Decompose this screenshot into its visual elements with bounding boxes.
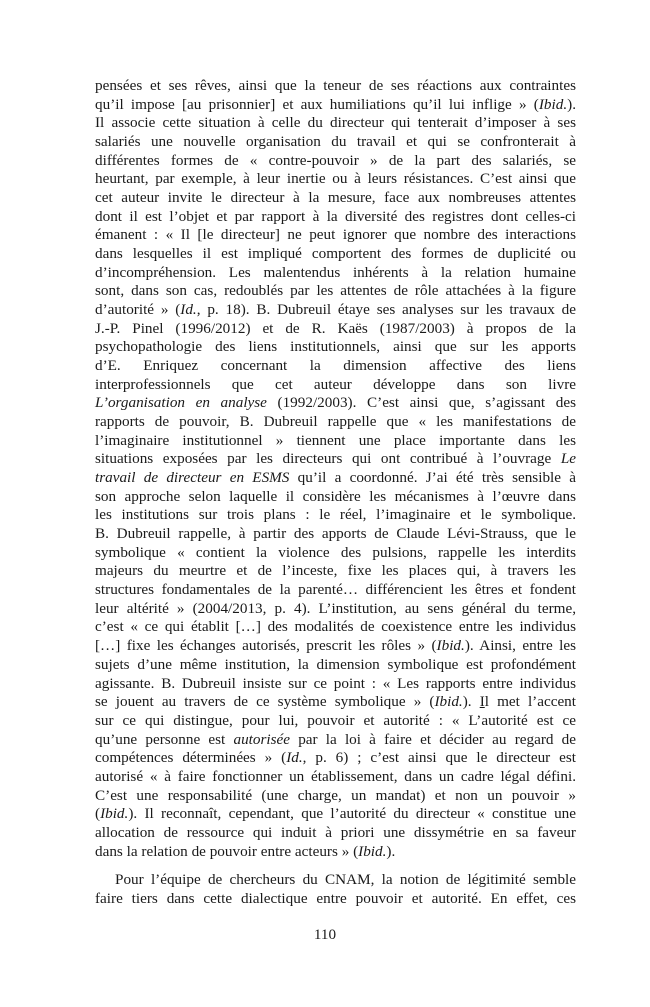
text-run: qu’il impose [au prisonnier] et aux humiliations qu’il lui inflige » (: [95, 95, 539, 113]
text-run: différentes formes de « contre-pouvoir » de la part des salariés, se: [95, 151, 576, 169]
text-run: […] fixe les échanges autorisés, prescrit les rôles » (: [95, 637, 437, 655]
text-run: compétences déterminées » (: [95, 749, 287, 767]
text-line: [95, 871, 576, 890]
italic-text: autorisée: [233, 730, 290, 748]
text-line: [95, 581, 576, 600]
text-line: [95, 133, 576, 152]
text-run: (1992/2003). C’est ainsi que, s’agissant des: [266, 394, 576, 412]
text-line: [95, 843, 576, 862]
text-run: autorisé « à faire fonctionner un établissement, dans un cadre légal défini.: [95, 767, 576, 785]
text-line: [95, 805, 576, 824]
text-run: symbolique « contient la violence des pulsions, rappelle les interdits: [95, 543, 576, 561]
italic-text: Ibid.: [100, 805, 129, 823]
italic-text: travail de directeur en ESMS: [95, 469, 290, 487]
text-run: agissante. B. Dubreuil insiste sur ce point : « Les rapports entre individus: [95, 674, 576, 692]
text-line: [95, 282, 576, 301]
text-line: [95, 824, 576, 843]
text-line: [95, 432, 576, 451]
text-run: son approche selon laquelle il considère les mécanismes à l’œuvre dans: [95, 487, 576, 505]
text-line: [95, 450, 576, 469]
text-line: [95, 338, 576, 357]
text-run: C’est une responsabilité (une charge, un mandat) et non un pouvoir »: [95, 786, 576, 804]
text-line: [95, 264, 576, 283]
italic-text: Ibid.: [434, 693, 463, 711]
text-run: ).: [567, 95, 576, 113]
text-run: (: [95, 805, 101, 823]
text-run: J.-P. Pinel (1996/2012) et de R. Kaës (1987/2003) à propos de la: [95, 319, 576, 337]
text-line: [95, 712, 576, 731]
text-line: [95, 600, 576, 619]
text-line: [95, 731, 576, 750]
italic-text: Ibid.: [358, 842, 387, 860]
text-run: , p. 6) ; c’est ainsi que le directeur est: [302, 749, 577, 767]
text-run: les institutions sur trois plans : le réel, l’imaginaire et le symbolique.: [95, 506, 576, 524]
text-run: psychopathologie des liens institutionnels, ainsi que sur les apports: [95, 338, 576, 356]
text-run: pensées et ses rêves, ainsi que la teneur de ses réactions aux contraintes: [95, 77, 576, 94]
text-run: ). Il reconnaît, cependant, que l’autorité du directeur « constitue une: [128, 805, 576, 823]
text-line: [95, 618, 576, 637]
text-run: ). Ainsi, entre les: [464, 637, 577, 655]
text-run: ).: [462, 693, 480, 711]
text-run: sujets d’une même institution, la dimension symbolique est profondément: [95, 655, 576, 673]
text-run: salariés une nouvelle organisation du travail et qui se confronterait à: [95, 133, 576, 151]
text-run: situations exposées par les directeurs qui ont contribué à l’ouvrage: [95, 450, 561, 468]
text-run: qu’une personne est: [95, 730, 234, 748]
text-run: Il associe cette situation à celle du directeur qui tenterait d’imposer à ses: [95, 114, 576, 132]
text-run: majeurs du meurtre et de l’inceste, fixe les places qui, à travers les: [95, 562, 576, 580]
text-line: [95, 544, 576, 563]
text-line: [95, 152, 576, 171]
italic-text: Ibid.: [436, 637, 465, 655]
text-line: [95, 189, 576, 208]
text-run: structures fondamentales de la parenté… différencient les êtres et fondent: [95, 581, 576, 599]
text-line: [95, 469, 576, 488]
text-run: d’E. Enriquez concernant la dimension affective des liens: [95, 357, 576, 375]
text-run: sur ce qui distingue, pour lui, pouvoir et autorité : « L’autorité est ce: [95, 711, 576, 729]
paragraph: [95, 871, 576, 908]
text-line: [95, 96, 576, 115]
text-run: ).: [386, 842, 396, 860]
text-line: [95, 245, 576, 264]
paragraph: [95, 77, 576, 861]
text-run: allocation de ressource qui induit à priori une dissymétrie en sa faveur: [95, 823, 576, 841]
text-line: [95, 208, 576, 227]
text-line: [95, 226, 576, 245]
text-run: d’autorité » (: [95, 301, 181, 319]
italic-text: Id.: [180, 301, 197, 319]
text-line: [95, 488, 576, 507]
text-line: [95, 114, 576, 133]
text-run: rapports de pouvoir, B. Dubreuil rappelle que « les manifestations de: [95, 413, 576, 431]
text-line: [95, 506, 576, 525]
text-run: , p. 18). B. Dubreuil étaye ses analyses sur les travaux de: [196, 301, 576, 319]
text-run: dans la relation de pouvoir entre acteurs » (: [95, 842, 359, 860]
text-run: émanent : « Il [le directeur] ne peut ignorer que nombre des interactions: [95, 226, 576, 244]
text-run: sont, dans son cas, redoublés par les attentes de rôle attachées à la figure: [95, 282, 576, 300]
italic-text: Ibid.: [538, 95, 568, 113]
text-run: cet auteur invite le directeur à la mesure, face aux nombreuses attentes: [95, 189, 576, 207]
text-line: [95, 394, 576, 413]
text-run: l’imaginaire institutionnel » tiennent une place importante dans les: [95, 431, 576, 449]
text-line: [95, 320, 576, 339]
text-line: [95, 637, 576, 656]
text-line: [95, 787, 576, 806]
text-run: dont il est l’objet et par rapport à la diversité des registres dont celles-ci: [95, 207, 576, 225]
italic-text: L’organisation en analyse: [95, 394, 267, 412]
text-line: [95, 376, 576, 395]
text-line: [95, 525, 576, 544]
italic-text: Id.: [286, 749, 303, 767]
text-run: B. Dubreuil rappelle, à partir des apports de Claude Lévi-Strauss, que le: [95, 525, 576, 543]
text-line: [95, 562, 576, 581]
text-run: faire tiers dans cette dialectique entre pouvoir et autorité. En effet, ces: [95, 889, 576, 907]
text-run: heurtant, par exemple, à leur inertie ou à leurs résistances. C’est ainsi que: [95, 170, 576, 188]
text-run: interprofessionnels que cet auteur développe dans son livre: [95, 375, 576, 393]
italic-text: Le: [560, 450, 576, 468]
text-line: [95, 357, 576, 376]
text-run: qu’il a coordonné. J’ai été très sensible à: [289, 469, 576, 487]
text-run: Pour l’équipe de chercheurs du CNAM, la notion de légitimité semble: [115, 871, 576, 889]
text-line: [95, 413, 576, 432]
text-line: [95, 675, 576, 694]
text-run: d’incompréhension. Les malentendus inhérents à la relation humaine: [95, 263, 576, 281]
text-run: l met l’accent: [484, 693, 576, 711]
text-run: par la loi à faire et décider au regard de: [290, 730, 577, 748]
text-line: [95, 768, 576, 787]
text-line: [95, 890, 576, 909]
text-line: [95, 77, 576, 96]
text-run: leur altérité » (2004/2013, p. 4). L’institution, au sens général du terme,: [95, 599, 576, 617]
text-line: [95, 749, 576, 768]
text-line: [95, 656, 576, 675]
underlined-text: I: [479, 693, 485, 711]
text-line: [95, 301, 576, 320]
text-run: c’est « ce qui établit […] des modalités de coexistence entre les individus: [95, 618, 576, 636]
text-run: dans lesquelles il est impliqué comportent des formes de duplicité ou: [95, 245, 576, 263]
text-line: [95, 693, 576, 712]
body-text: [95, 77, 576, 909]
page-number: 110: [313, 926, 337, 943]
text-line: [95, 170, 576, 189]
text-run: se jouent au travers de ce système symbolique » (: [95, 693, 435, 711]
